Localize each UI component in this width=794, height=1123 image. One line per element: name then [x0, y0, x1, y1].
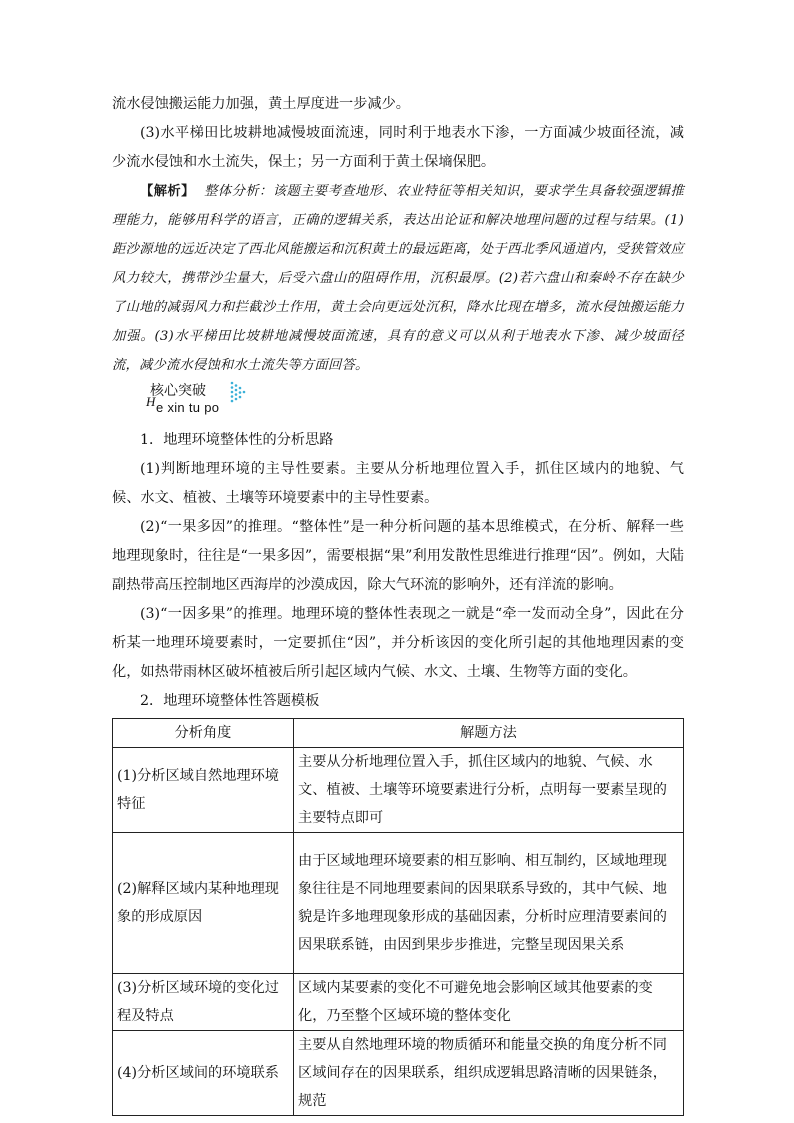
table-cell-method: 主要从自然地理环境的物质循环和能量交换的角度分析不同区域间存在的因果联系，组织成逻辑思路清晰的因果链条，规范: [294, 1031, 684, 1116]
core-title: 核心突破: [150, 383, 206, 399]
core-breakthrough-header: [112, 380, 684, 426]
table-cell-angle: (4)分析区域间的环境联系: [113, 1031, 294, 1116]
table-row: [113, 748, 684, 833]
core-pinyin: e xin tu po: [156, 400, 220, 415]
table-header-angle: 分析角度: [113, 719, 294, 748]
table-cell-method: 主要从分析地理位置入手，抓住区域内的地貌、气候、水文、植被、土壤等环境要素进行分析，点明每一要素呈现的主要特点即可: [294, 748, 684, 833]
table-row: [113, 833, 684, 974]
table-row: [113, 974, 684, 1031]
page: [112, 90, 684, 1116]
core-initial: H: [146, 394, 156, 409]
analysis-tag: 【解析】: [140, 184, 195, 199]
section-2-heading: 2．地理环境整体性答题模板: [140, 693, 320, 709]
section-1-item-1: (1)判断地理环境的主导性要素。主要从分析地理位置入手，抓住区域内的地貌、气候、水文、植被、土壤等环境要素中的主导性要素。: [112, 461, 684, 506]
answer-paragraph-2: (3)水平梯田比坡耕地减慢坡面流速，同时利于地表水下渗，一方面减少坡面径流，减少流水侵蚀和水土流失，保土；另一方面利于黄土保墒保肥。: [112, 125, 684, 170]
table-header-row: [113, 719, 684, 748]
analysis-paragraph: [112, 177, 684, 380]
table-cell-angle: (3)分析区域环境的变化过程及特点: [113, 974, 294, 1031]
table-cell-angle: (1)分析区域自然地理环境特征: [113, 748, 294, 833]
analysis-text: 整体分析：该题主要考查地形、农业特征等相关知识，要求学生具备较强逻辑推理能力，能够用科学的语言，正确的逻辑关系，表达出论证和解决地理问题的过程与结果。(1)距沙源地的远近决定了西北风能搬运和沉积黄土的最远距离，处于西北季风通道内，受狭管效应风力较大，携带沙尘量大，后受六盘山的阻碍作用，沉积最厚。(2)若六盘山和秦岭不存在缺少了山地的减弱风力和拦截沙土作用，黄土会向更远处沉积，降水比现在增多，流水侵蚀搬运能力加强。(3)水平梯田比坡耕地减慢坡面流速，具有的意义可以从利于地表水下渗、减少坡面径流，减少流水侵蚀和水土流失等方面回答。: [112, 184, 684, 373]
section-1-item-2: (2)“一果多因”的推理。“整体性”是一种分析问题的基本思维模式，在分析、解释一些地理现象时，往往是“一果多因”，需要根据“果”利用发散性思维进行推理“因”。例如，大陆副热带高压控制地区西海岸的沙漠成因，除大气环流的影响外，还有洋流的影响。: [112, 519, 684, 593]
table-cell-angle: (2)解释区域内某种地理现象的形成原因: [113, 833, 294, 974]
table-cell-method: 由于区域地理环境要素的相互影响、相互制约，区域地理现象往往是不同地理要素间的因果联系导致的，其中气候、地貌是许多地理现象形成的基础因素，分析时应理清要素间的因果联系链，由因到果步步推进，完整呈现因果关系: [294, 833, 684, 974]
table-header-method: 解题方法: [294, 719, 684, 748]
table-cell-method: 区域内某要素的变化不可避免地会影响区域其他要素的变化，乃至整个区域环境的整体变化: [294, 974, 684, 1031]
answer-template-table: [112, 718, 684, 1116]
table-row: [113, 1031, 684, 1116]
triangle-arrow-icon: [230, 380, 246, 404]
section-1-item-3: (3)“一因多果”的推理。地理环境的整体性表现之一就是“牵一发而动全身”，因此在分析某一地理环境要素时，一定要抓住“因”，并分析该因的变化所引起的其他地理因素的变化，如热带雨林区破坏植被后所引起区域内气候、水文、土壤、生物等方面的变化。: [112, 606, 684, 680]
answer-paragraph-1: 流水侵蚀搬运能力加强，黄土厚度进一步减少。: [112, 96, 410, 112]
section-1-heading: 1．地理环境整体性的分析思路: [140, 432, 334, 448]
